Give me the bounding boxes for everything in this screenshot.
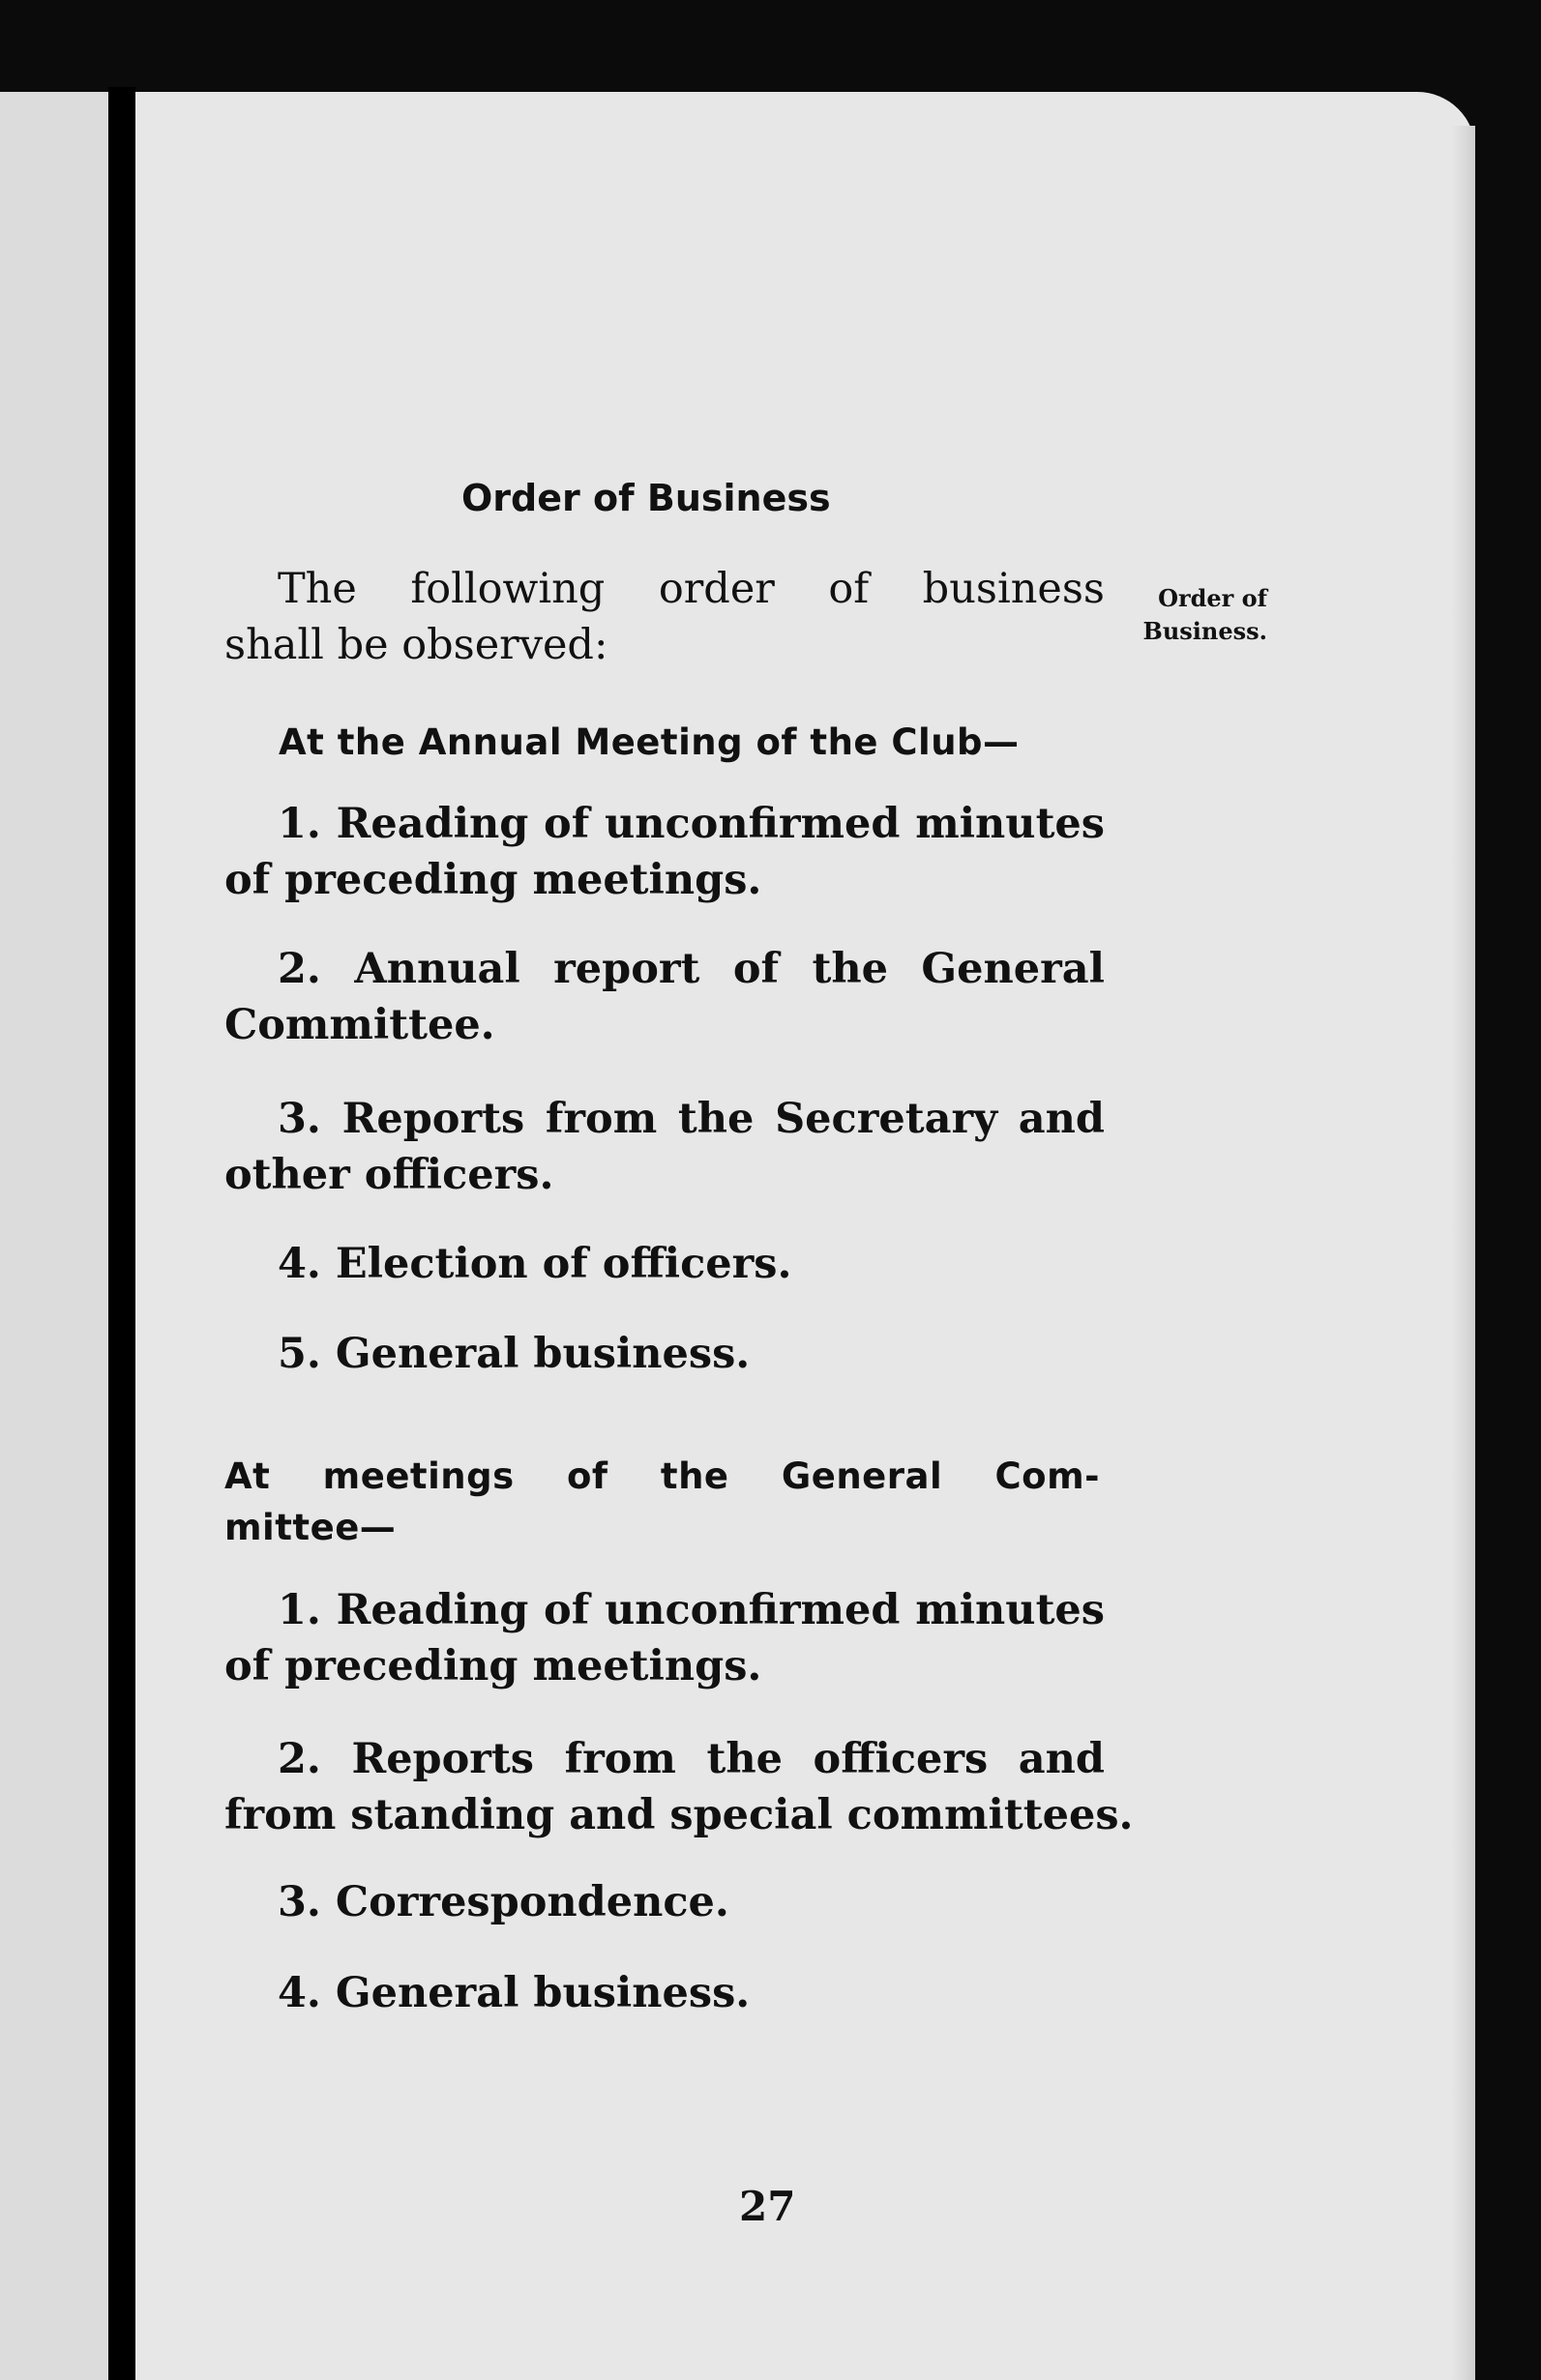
list-item-line-2: from standing and special committees.: [224, 1791, 1134, 1839]
committee-item-2: [224, 1731, 1134, 1843]
marginal-note-line-2: Business.: [1142, 617, 1267, 645]
annual-item-1: [224, 796, 1105, 908]
intro-paragraph: [224, 561, 1105, 673]
committee-heading-line-1: At meetings of the General Com-: [224, 1455, 1100, 1497]
committee-heading-line-2: mittee—: [224, 1507, 397, 1548]
list-item-line-2: Committee.: [224, 1001, 495, 1049]
intro-line-2: shall be observed:: [224, 621, 608, 669]
book-page: [135, 92, 1475, 2380]
list-item-line-2: other officers.: [224, 1151, 554, 1199]
list-item-line-1: 2. Annual report of the General: [278, 945, 1105, 993]
annual-item-5: 5. General business.: [278, 1330, 751, 1378]
committee-item-1: [224, 1582, 1105, 1694]
annual-item-2: [224, 941, 1105, 1053]
list-item-line-2: of preceding meetings.: [224, 1642, 762, 1690]
annual-item-3: [224, 1091, 1105, 1203]
page-number: 27: [739, 2183, 796, 2230]
book-spine: [108, 87, 135, 2380]
list-item-line-1: 1. Reading of unconfirmed minutes: [278, 800, 1105, 848]
committee-item-3: 3. Correspondence.: [278, 1878, 729, 1926]
list-item-line-1: 1. Reading of unconfirmed minutes: [278, 1586, 1105, 1634]
facing-page-edge: [0, 92, 108, 2380]
list-item-line-1: 3. Reports from the Secretary and: [278, 1095, 1105, 1143]
intro-line-1: The following order of business: [278, 565, 1105, 613]
list-item-line-1: 2. Reports from the officers and: [278, 1735, 1105, 1783]
page-edge-shadow: [1451, 126, 1475, 2380]
annual-item-4: 4. Election of officers.: [278, 1240, 792, 1288]
marginal-note-line-1: Order of: [1158, 584, 1267, 612]
page-title: Order of Business: [461, 477, 831, 519]
committee-item-4: 4. General business.: [278, 1969, 751, 2017]
annual-meeting-heading: At the Annual Meeting of the Club—: [279, 721, 1020, 763]
marginal-note: [1112, 582, 1267, 648]
list-item-line-2: of preceding meetings.: [224, 856, 762, 904]
